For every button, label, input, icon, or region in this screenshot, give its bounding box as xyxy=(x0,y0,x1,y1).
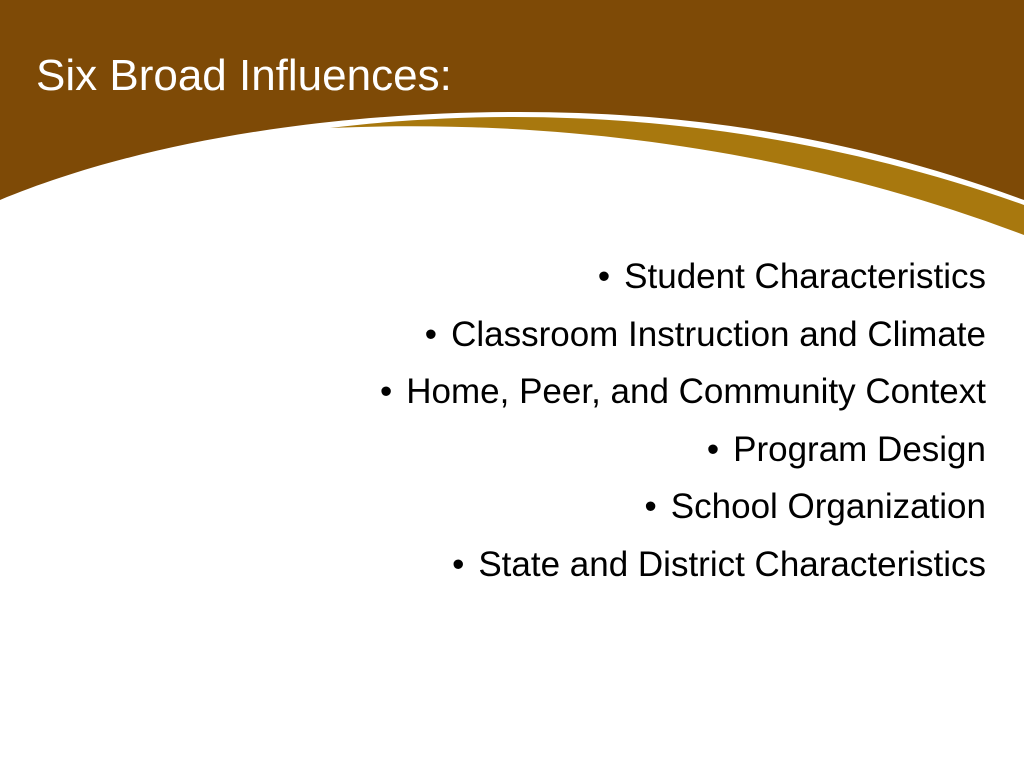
bullet-icon: • xyxy=(424,314,438,354)
bullet-item xyxy=(380,248,986,306)
bullet-text: Classroom Instruction and Climate xyxy=(451,314,986,354)
bullet-text: Home, Peer, and Community Context xyxy=(406,372,986,411)
bullet-icon: • xyxy=(452,544,465,584)
slide-title: Six Broad Influences: xyxy=(36,51,452,100)
bullet-icon: • xyxy=(380,372,393,411)
bullet-item xyxy=(380,421,986,479)
bullet-icon: • xyxy=(597,257,611,296)
bullet-icon: • xyxy=(706,429,720,469)
bullet-item xyxy=(380,306,986,364)
bullet-text: Program Design xyxy=(733,429,986,469)
header-banner xyxy=(0,0,1024,240)
bullet-item xyxy=(380,536,986,594)
bullet-text: State and District Characteristics xyxy=(478,544,986,584)
bullet-text: School Organization xyxy=(670,487,986,526)
bullet-text: Student Characteristics xyxy=(624,257,986,296)
bullet-item xyxy=(380,363,986,421)
bullet-list xyxy=(380,248,986,593)
bullet-icon: • xyxy=(644,487,657,526)
bullet-item xyxy=(380,478,986,536)
